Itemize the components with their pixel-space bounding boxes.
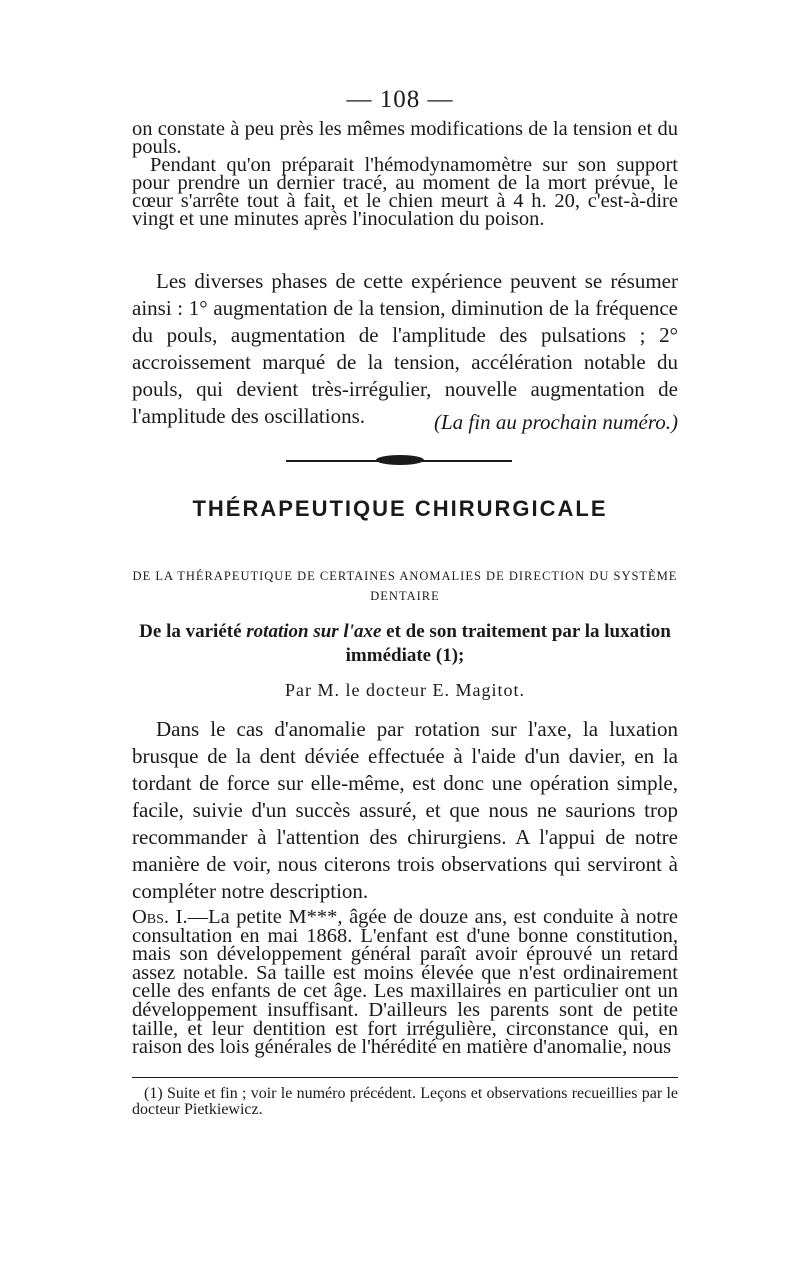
footnote-section <box>132 1086 678 1118</box>
summary-section <box>132 268 678 430</box>
article-subtitle: DE LA THÉRAPEUTIQUE DE CERTAINES ANOMALIES DE DIRECTION DU SYSTÈME DENTAIRE <box>132 569 678 603</box>
observation-section <box>132 908 678 1057</box>
section-title: THÉRAPEUTIQUE CHIRURGICALE <box>192 496 608 521</box>
intro-section <box>132 120 678 228</box>
headline-part2: et de son traitement par la luxation immédiate (1); <box>345 621 671 666</box>
intro-line: on constate à peu près les mêmes modifications de la tension et du pouls. <box>132 118 678 158</box>
article-headline <box>132 620 678 668</box>
headline-part1: De la variété <box>139 621 247 642</box>
intro-paragraph: Pendant qu'on préparait l'hémodynamomètre sur son support pour prendre un dernier tracé, au moment de la mort prévue, le cœur s'arrête tout à fait, et le chien meurt à 4 h. 20, c'est-à-dire vingt et une minutes après l'inoculation du poison. <box>132 154 678 230</box>
ornament-icon <box>376 455 424 465</box>
observation-paragraph <box>132 908 678 1057</box>
summary-paragraph: Les diverses phases de cette expérience peuvent se résumer ainsi : 1° augmentation de la tension, diminution de la fréquence du pouls, augmentation de l'amplitude des pulsations ; 2° accroissement marqué de la tension, accélération notable du pouls, qui devient très-irrégulier, nouvelle augmentation de l'amplitude des oscillations. <box>132 269 678 428</box>
page-number: — 108 — <box>346 86 454 113</box>
continued-note: (La fin au prochain numéro.) <box>433 410 678 434</box>
observation-label: Obs. I. <box>132 906 188 928</box>
footnote-text: (1) Suite et fin ; voir le numéro précédent. Leçons et observations recueillies par le docteur Pietkiewicz. <box>132 1085 678 1118</box>
body-section <box>132 716 678 905</box>
footnote-divider <box>132 1077 678 1078</box>
article-author: Par M. le docteur E. Magitot. <box>285 680 525 700</box>
body-paragraph: Dans le cas d'anomalie par rotation sur l'axe, la luxation brusque de la dent déviée effectuée à l'aide d'un davier, en la tordant de force sur elle-même, est donc une opération simple, facile, suivie d'un succès assuré, et que nous ne saurions trop recommander à l'attention des chirurgiens. A l'appui de notre manière de voir, nous citerons trois observations qui serviront à compléter notre description. <box>132 717 678 903</box>
observation-text: —La petite M***, âgée de douze ans, est conduite à notre consultation en mai 1868. L'enfant est d'une bonne constitution, mais son développement général paraît avoir éprouvé un retard assez notable. Sa taille est moins élevée que n'est ordinairement celle des enfants de cet âge. Les maxillaires en particulier ont un développement insuffisant. D'ailleurs les parents sont de petite taille, et leur dentition est fort irrégulière, circonstance qui, en raison des lois générales de l'hérédité en matière d'anomalie, nous <box>132 906 678 1059</box>
headline-italic: rotation sur l'axe <box>246 621 382 642</box>
